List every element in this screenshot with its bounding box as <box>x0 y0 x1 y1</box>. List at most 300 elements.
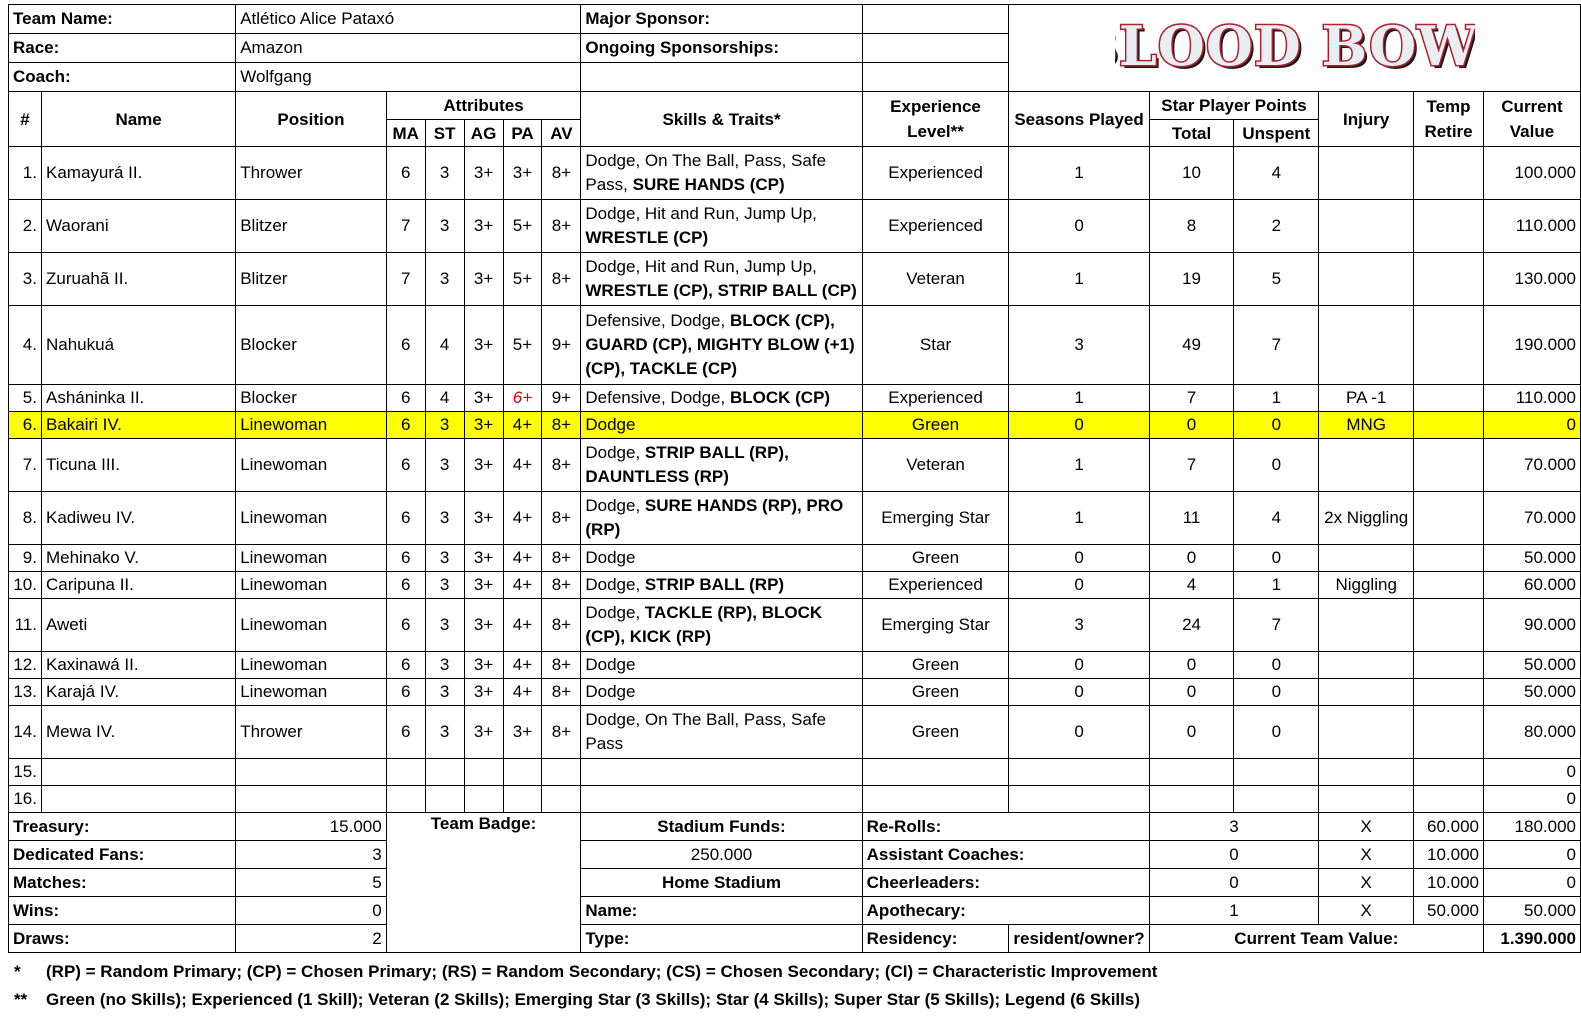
player-position[interactable]: Linewoman <box>236 572 387 599</box>
ongoing-sponsorships-value[interactable] <box>862 34 1009 63</box>
player-position[interactable] <box>236 786 387 813</box>
col-injury-header: Injury <box>1319 92 1414 147</box>
player-pa[interactable] <box>503 385 542 412</box>
player-ag[interactable]: 3+ <box>464 599 503 652</box>
player-seasons[interactable]: 0 <box>1009 200 1149 253</box>
player-number[interactable]: 10. <box>9 572 42 599</box>
player-skills[interactable] <box>581 439 862 492</box>
player-ma[interactable]: 6 <box>386 412 425 439</box>
player-experience[interactable]: Emerging Star <box>862 599 1009 652</box>
player-injury[interactable]: PA -1 <box>1319 385 1414 412</box>
player-ma[interactable]: 7 <box>386 253 425 306</box>
player-experience[interactable]: Experienced <box>862 572 1009 599</box>
player-ag[interactable]: 3+ <box>464 253 503 306</box>
player-temp-retire[interactable] <box>1414 492 1484 545</box>
player-spp-total[interactable]: 0 <box>1149 652 1234 679</box>
player-av[interactable]: 8+ <box>542 147 581 200</box>
player-skills[interactable] <box>581 385 862 412</box>
player-experience[interactable] <box>862 759 1009 786</box>
player-experience[interactable]: Green <box>862 545 1009 572</box>
player-row[interactable] <box>9 439 1581 492</box>
assistant-coaches-qty[interactable]: 0 <box>1149 841 1319 869</box>
player-row[interactable] <box>9 306 1581 385</box>
player-name[interactable]: Kaxinawá II. <box>41 652 235 679</box>
player-st[interactable]: 3 <box>425 599 464 652</box>
player-injury[interactable] <box>1319 439 1414 492</box>
coach-label: Coach: <box>9 63 236 92</box>
player-ag[interactable]: 3+ <box>464 147 503 200</box>
player-position[interactable]: Linewoman <box>236 412 387 439</box>
player-value[interactable]: 50.000 <box>1483 679 1580 706</box>
player-ag[interactable]: 3+ <box>464 679 503 706</box>
player-ag[interactable]: 3+ <box>464 412 503 439</box>
player-ma[interactable]: 6 <box>386 306 425 385</box>
player-av[interactable]: 8+ <box>542 412 581 439</box>
player-position[interactable]: Linewoman <box>236 439 387 492</box>
race-value[interactable]: Amazon <box>236 34 581 63</box>
player-ag[interactable]: 3+ <box>464 200 503 253</box>
player-value[interactable]: 190.000 <box>1483 306 1580 385</box>
player-skills[interactable] <box>581 572 862 599</box>
player-seasons[interactable]: 0 <box>1009 412 1149 439</box>
player-experience[interactable]: Experienced <box>862 385 1009 412</box>
player-seasons[interactable]: 0 <box>1009 545 1149 572</box>
player-av[interactable]: 8+ <box>542 572 581 599</box>
player-pa[interactable]: 4+ <box>503 412 542 439</box>
player-number[interactable]: 2. <box>9 200 42 253</box>
player-temp-retire[interactable] <box>1414 545 1484 572</box>
assistant-coaches-total: 0 <box>1483 841 1580 869</box>
player-spp-total[interactable]: 0 <box>1149 545 1234 572</box>
player-ma[interactable]: 6 <box>386 706 425 759</box>
player-injury[interactable]: 2x Niggling <box>1319 492 1414 545</box>
player-pa[interactable] <box>503 786 542 813</box>
player-av[interactable]: 8+ <box>542 679 581 706</box>
player-number[interactable]: 1. <box>9 147 42 200</box>
player-st[interactable]: 3 <box>425 439 464 492</box>
col-value-header: Current Value <box>1483 92 1580 147</box>
player-spp-total[interactable] <box>1149 759 1234 786</box>
player-row[interactable] <box>9 706 1581 759</box>
player-name[interactable]: Kamayurá II. <box>41 147 235 200</box>
player-row[interactable] <box>9 759 1581 786</box>
player-position[interactable]: Blitzer <box>236 200 387 253</box>
player-injury[interactable]: Niggling <box>1319 572 1414 599</box>
team-name-value[interactable]: Atlético Alice Pataxó <box>236 5 581 34</box>
player-pa[interactable]: 4+ <box>503 679 542 706</box>
player-number[interactable]: 12. <box>9 652 42 679</box>
player-spp-unspent[interactable]: 7 <box>1234 306 1319 385</box>
player-skills[interactable] <box>581 759 862 786</box>
apothecary-qty[interactable]: 1 <box>1149 897 1319 925</box>
draws-value[interactable]: 2 <box>236 925 387 953</box>
player-av[interactable]: 8+ <box>542 706 581 759</box>
player-spp-unspent[interactable]: 5 <box>1234 253 1319 306</box>
residency-value[interactable]: resident/owner? <box>1009 925 1149 953</box>
player-pa[interactable]: 5+ <box>503 200 542 253</box>
player-av[interactable]: 8+ <box>542 200 581 253</box>
player-row[interactable] <box>9 572 1581 599</box>
player-ag[interactable]: 3+ <box>464 385 503 412</box>
player-skills[interactable] <box>581 706 862 759</box>
player-value[interactable]: 110.000 <box>1483 200 1580 253</box>
player-value[interactable]: 130.000 <box>1483 253 1580 306</box>
player-av[interactable]: 9+ <box>542 385 581 412</box>
player-spp-total[interactable]: 7 <box>1149 385 1234 412</box>
player-spp-total[interactable] <box>1149 786 1234 813</box>
player-experience[interactable]: Green <box>862 412 1009 439</box>
player-spp-unspent[interactable]: 0 <box>1234 412 1319 439</box>
player-spp-total[interactable]: 0 <box>1149 706 1234 759</box>
player-seasons[interactable]: 0 <box>1009 679 1149 706</box>
dedicated-fans-value[interactable]: 3 <box>236 841 387 869</box>
player-ag[interactable]: 3+ <box>464 652 503 679</box>
player-name[interactable]: Bakairi IV. <box>41 412 235 439</box>
player-injury[interactable] <box>1319 679 1414 706</box>
player-value[interactable]: 70.000 <box>1483 439 1580 492</box>
player-injury[interactable]: MNG <box>1319 412 1414 439</box>
player-st[interactable]: 3 <box>425 492 464 545</box>
player-pa[interactable]: 4+ <box>503 545 542 572</box>
player-value[interactable]: 50.000 <box>1483 652 1580 679</box>
player-row[interactable] <box>9 492 1581 545</box>
player-ag[interactable]: 3+ <box>464 545 503 572</box>
player-st[interactable]: 3 <box>425 545 464 572</box>
player-temp-retire[interactable] <box>1414 786 1484 813</box>
player-value[interactable]: 60.000 <box>1483 572 1580 599</box>
player-position[interactable]: Linewoman <box>236 545 387 572</box>
player-skills[interactable] <box>581 545 862 572</box>
player-position[interactable]: Thrower <box>236 147 387 200</box>
treasury-value[interactable]: 15.000 <box>236 813 387 841</box>
player-spp-unspent[interactable]: 4 <box>1234 147 1319 200</box>
player-value[interactable]: 80.000 <box>1483 706 1580 759</box>
player-experience[interactable]: Emerging Star <box>862 492 1009 545</box>
player-pa[interactable]: 5+ <box>503 306 542 385</box>
player-av[interactable]: 9+ <box>542 306 581 385</box>
player-name[interactable]: Mehinako V. <box>41 545 235 572</box>
player-ag[interactable]: 3+ <box>464 439 503 492</box>
player-skills[interactable] <box>581 253 862 306</box>
player-spp-unspent[interactable]: 1 <box>1234 385 1319 412</box>
player-position[interactable]: Blitzer <box>236 253 387 306</box>
player-experience[interactable]: Experienced <box>862 200 1009 253</box>
player-pa[interactable]: 4+ <box>503 492 542 545</box>
player-pa[interactable]: 3+ <box>503 147 542 200</box>
col-spp-total-header: Total <box>1149 120 1234 147</box>
player-ma[interactable]: 6 <box>386 439 425 492</box>
player-spp-total[interactable]: 8 <box>1149 200 1234 253</box>
player-av[interactable]: 8+ <box>542 652 581 679</box>
player-row[interactable] <box>9 599 1581 652</box>
player-skills[interactable] <box>581 786 862 813</box>
player-ag[interactable]: 3+ <box>464 306 503 385</box>
player-value[interactable]: 50.000 <box>1483 545 1580 572</box>
player-position[interactable]: Linewoman <box>236 679 387 706</box>
player-seasons[interactable]: 1 <box>1009 492 1149 545</box>
player-name[interactable]: Nahukuá <box>41 306 235 385</box>
player-number[interactable]: 11. <box>9 599 42 652</box>
player-av[interactable]: 8+ <box>542 492 581 545</box>
player-number[interactable]: 6. <box>9 412 42 439</box>
cheerleaders-qty[interactable]: 0 <box>1149 869 1319 897</box>
player-spp-total[interactable]: 24 <box>1149 599 1234 652</box>
team-badge-area[interactable] <box>386 813 581 953</box>
player-row[interactable] <box>9 652 1581 679</box>
player-pa[interactable]: 3+ <box>503 706 542 759</box>
player-st[interactable] <box>425 759 464 786</box>
player-av[interactable]: 8+ <box>542 545 581 572</box>
player-pa[interactable]: 4+ <box>503 652 542 679</box>
player-st[interactable] <box>425 786 464 813</box>
player-skills[interactable] <box>581 652 862 679</box>
player-injury[interactable] <box>1319 786 1414 813</box>
player-experience[interactable]: Veteran <box>862 253 1009 306</box>
player-position[interactable]: Linewoman <box>236 599 387 652</box>
player-seasons[interactable] <box>1009 759 1149 786</box>
player-row[interactable] <box>9 200 1581 253</box>
player-number[interactable]: 13. <box>9 679 42 706</box>
player-number[interactable]: 4. <box>9 306 42 385</box>
player-seasons[interactable]: 3 <box>1009 306 1149 385</box>
player-injury[interactable] <box>1319 147 1414 200</box>
player-ma[interactable]: 6 <box>386 492 425 545</box>
player-ma[interactable]: 6 <box>386 385 425 412</box>
player-injury[interactable] <box>1319 545 1414 572</box>
matches-value[interactable]: 5 <box>236 869 387 897</box>
player-name[interactable]: Waorani <box>41 200 235 253</box>
matches-label: Matches: <box>9 869 236 897</box>
player-st[interactable]: 4 <box>425 306 464 385</box>
player-av[interactable]: 8+ <box>542 599 581 652</box>
player-st[interactable]: 3 <box>425 200 464 253</box>
major-sponsor-value[interactable] <box>862 5 1009 34</box>
player-name[interactable]: Asháninka II. <box>41 385 235 412</box>
player-st[interactable]: 3 <box>425 253 464 306</box>
col-temp-retire-header: Temp Retire <box>1414 92 1484 147</box>
player-position[interactable]: Blocker <box>236 385 387 412</box>
player-ag[interactable] <box>464 786 503 813</box>
player-pa[interactable] <box>503 759 542 786</box>
player-row[interactable] <box>9 147 1581 200</box>
player-spp-unspent[interactable]: 1 <box>1234 572 1319 599</box>
player-position[interactable]: Linewoman <box>236 652 387 679</box>
player-temp-retire[interactable] <box>1414 706 1484 759</box>
player-experience[interactable]: Green <box>862 679 1009 706</box>
player-row[interactable] <box>9 786 1581 813</box>
player-temp-retire[interactable] <box>1414 147 1484 200</box>
stadium-funds-value[interactable]: 250.000 <box>581 841 862 869</box>
player-name[interactable]: Aweti <box>41 599 235 652</box>
player-pa[interactable]: 4+ <box>503 572 542 599</box>
player-name[interactable]: Karajá IV. <box>41 679 235 706</box>
wins-value[interactable]: 0 <box>236 897 387 925</box>
player-spp-total[interactable]: 10 <box>1149 147 1234 200</box>
player-experience[interactable]: Green <box>862 706 1009 759</box>
player-name[interactable]: Zuruahã II. <box>41 253 235 306</box>
player-ag[interactable]: 3+ <box>464 706 503 759</box>
player-seasons[interactable]: 0 <box>1009 706 1149 759</box>
player-temp-retire[interactable] <box>1414 652 1484 679</box>
player-injury[interactable] <box>1319 306 1414 385</box>
player-st[interactable]: 3 <box>425 652 464 679</box>
col-experience-header: Experience Level** <box>862 92 1009 147</box>
player-st[interactable]: 3 <box>425 147 464 200</box>
player-ma[interactable]: 6 <box>386 652 425 679</box>
player-row[interactable] <box>9 385 1581 412</box>
player-seasons[interactable] <box>1009 786 1149 813</box>
player-number[interactable]: 3. <box>9 253 42 306</box>
player-av[interactable]: 8+ <box>542 253 581 306</box>
player-pa[interactable]: 4+ <box>503 439 542 492</box>
player-injury[interactable] <box>1319 706 1414 759</box>
player-spp-total[interactable]: 7 <box>1149 439 1234 492</box>
player-name[interactable] <box>41 786 235 813</box>
player-experience[interactable] <box>862 786 1009 813</box>
player-position[interactable]: Linewoman <box>236 492 387 545</box>
player-spp-unspent[interactable] <box>1234 786 1319 813</box>
player-ma[interactable]: 6 <box>386 679 425 706</box>
player-value[interactable]: 0 <box>1483 786 1580 813</box>
player-temp-retire[interactable] <box>1414 759 1484 786</box>
player-temp-retire[interactable] <box>1414 200 1484 253</box>
player-spp-unspent[interactable]: 0 <box>1234 652 1319 679</box>
player-st[interactable]: 3 <box>425 706 464 759</box>
player-spp-unspent[interactable]: 4 <box>1234 492 1319 545</box>
player-seasons[interactable]: 1 <box>1009 147 1149 200</box>
player-temp-retire[interactable] <box>1414 385 1484 412</box>
player-seasons[interactable]: 3 <box>1009 599 1149 652</box>
wins-label: Wins: <box>9 897 236 925</box>
player-value[interactable]: 70.000 <box>1483 492 1580 545</box>
player-spp-unspent[interactable]: 2 <box>1234 200 1319 253</box>
player-ag[interactable]: 3+ <box>464 572 503 599</box>
player-injury[interactable] <box>1319 652 1414 679</box>
player-skills[interactable] <box>581 599 862 652</box>
stadium-name-label[interactable]: Name: <box>581 897 862 925</box>
player-injury[interactable] <box>1319 759 1414 786</box>
player-ma[interactable] <box>386 786 425 813</box>
player-number[interactable]: 14. <box>9 706 42 759</box>
player-spp-total[interactable]: 0 <box>1149 412 1234 439</box>
player-ma[interactable]: 6 <box>386 545 425 572</box>
player-temp-retire[interactable] <box>1414 306 1484 385</box>
player-av[interactable] <box>542 786 581 813</box>
coach-value[interactable]: Wolfgang <box>236 63 581 92</box>
player-spp-total[interactable]: 4 <box>1149 572 1234 599</box>
player-position[interactable]: Blocker <box>236 306 387 385</box>
player-row[interactable] <box>9 679 1581 706</box>
player-experience[interactable]: Experienced <box>862 147 1009 200</box>
player-temp-retire[interactable] <box>1414 412 1484 439</box>
player-spp-unspent[interactable] <box>1234 759 1319 786</box>
stadium-type-label[interactable]: Type: <box>581 925 862 953</box>
player-skills[interactable] <box>581 412 862 439</box>
player-experience[interactable]: Green <box>862 652 1009 679</box>
player-spp-unspent[interactable]: 0 <box>1234 679 1319 706</box>
player-name[interactable]: Kadiweu IV. <box>41 492 235 545</box>
player-row[interactable] <box>9 412 1581 439</box>
player-seasons[interactable]: 1 <box>1009 385 1149 412</box>
player-name[interactable]: Caripuna II. <box>41 572 235 599</box>
player-skills[interactable] <box>581 492 862 545</box>
player-skills[interactable] <box>581 306 862 385</box>
player-temp-retire[interactable] <box>1414 253 1484 306</box>
player-spp-unspent[interactable]: 7 <box>1234 599 1319 652</box>
player-spp-unspent[interactable]: 0 <box>1234 706 1319 759</box>
player-experience[interactable]: Star <box>862 306 1009 385</box>
player-av[interactable]: 8+ <box>542 439 581 492</box>
player-temp-retire[interactable] <box>1414 572 1484 599</box>
rerolls-qty[interactable]: 3 <box>1149 813 1319 841</box>
player-injury[interactable] <box>1319 200 1414 253</box>
player-spp-total[interactable]: 0 <box>1149 679 1234 706</box>
player-temp-retire[interactable] <box>1414 439 1484 492</box>
player-ag[interactable] <box>464 759 503 786</box>
player-skills[interactable] <box>581 147 862 200</box>
player-ma[interactable]: 6 <box>386 147 425 200</box>
player-seasons[interactable]: 1 <box>1009 253 1149 306</box>
player-injury[interactable] <box>1319 253 1414 306</box>
player-pa[interactable]: 5+ <box>503 253 542 306</box>
player-value[interactable]: 110.000 <box>1483 385 1580 412</box>
player-number[interactable]: 8. <box>9 492 42 545</box>
player-position[interactable] <box>236 759 387 786</box>
player-st[interactable]: 4 <box>425 385 464 412</box>
player-av[interactable] <box>542 759 581 786</box>
player-temp-retire[interactable] <box>1414 599 1484 652</box>
player-value[interactable]: 0 <box>1483 412 1580 439</box>
player-skills[interactable] <box>581 200 862 253</box>
player-temp-retire[interactable] <box>1414 679 1484 706</box>
player-value[interactable]: 90.000 <box>1483 599 1580 652</box>
player-spp-total[interactable]: 49 <box>1149 306 1234 385</box>
player-ma[interactable]: 6 <box>386 599 425 652</box>
player-row[interactable] <box>9 253 1581 306</box>
player-spp-total[interactable]: 19 <box>1149 253 1234 306</box>
player-spp-unspent[interactable]: 0 <box>1234 545 1319 572</box>
player-experience[interactable]: Veteran <box>862 439 1009 492</box>
player-value[interactable]: 0 <box>1483 759 1580 786</box>
player-ma[interactable]: 6 <box>386 572 425 599</box>
player-skills[interactable] <box>581 679 862 706</box>
player-seasons[interactable]: 0 <box>1009 652 1149 679</box>
player-injury[interactable] <box>1319 599 1414 652</box>
player-row[interactable] <box>9 545 1581 572</box>
player-position[interactable]: Thrower <box>236 706 387 759</box>
player-number[interactable]: 16. <box>9 786 42 813</box>
player-spp-unspent[interactable]: 0 <box>1234 439 1319 492</box>
player-value[interactable]: 100.000 <box>1483 147 1580 200</box>
player-name[interactable] <box>41 759 235 786</box>
player-name[interactable]: Mewa IV. <box>41 706 235 759</box>
player-ag[interactable]: 3+ <box>464 492 503 545</box>
player-seasons[interactable]: 0 <box>1009 572 1149 599</box>
player-st[interactable]: 3 <box>425 679 464 706</box>
player-number[interactable]: 5. <box>9 385 42 412</box>
player-number[interactable]: 15. <box>9 759 42 786</box>
player-st[interactable]: 3 <box>425 412 464 439</box>
player-seasons[interactable]: 1 <box>1009 439 1149 492</box>
player-st[interactable]: 3 <box>425 572 464 599</box>
player-spp-total[interactable]: 11 <box>1149 492 1234 545</box>
player-pa[interactable]: 4+ <box>503 599 542 652</box>
player-number[interactable]: 7. <box>9 439 42 492</box>
player-name[interactable]: Ticuna III. <box>41 439 235 492</box>
player-number[interactable]: 9. <box>9 545 42 572</box>
player-ma[interactable] <box>386 759 425 786</box>
player-ma[interactable]: 7 <box>386 200 425 253</box>
